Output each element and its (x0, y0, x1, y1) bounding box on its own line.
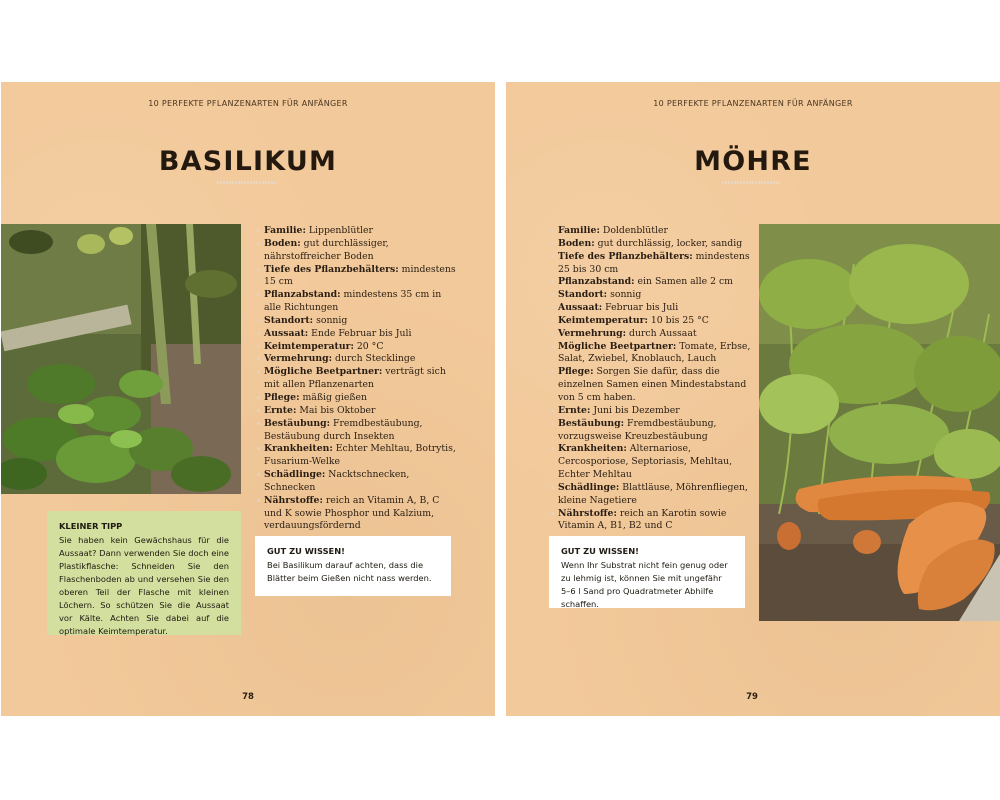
fact-label: Schädlinge: (558, 481, 620, 493)
fact-text: mindestens 35 cm in alle Richtungen (264, 289, 442, 314)
fact-label: Standort: (558, 289, 608, 301)
fact-label: Tiefe des Pflanzbehälters: (264, 263, 399, 275)
fact-label: Aussaat: (558, 302, 603, 314)
tip-text: Sie haben kein Gewächshaus für die Aussaat? Dann verwenden Sie doch eine Plastikflasche: Schneiden Sie den Flaschenboden ab und versehen Sie den oberen Teil der Flasche mit kleinen Löchern. So schützen Sie die Aussaat vor Kälte. Achten Sie dabei auf die optimale Keimtemperatur. (59, 535, 229, 636)
fact-item (257, 469, 457, 495)
fact-list (551, 225, 751, 533)
fact-item (257, 443, 457, 469)
fact-label: Krankheiten: (558, 443, 627, 455)
fact-text: Tomate, Erbse, Salat, Zwiebel, Knoblauch, Lauch (558, 340, 751, 365)
fact-label: Mögliche Beetpartner: (264, 366, 383, 378)
basil-photo (1, 224, 241, 494)
fact-item (257, 495, 457, 534)
fact-text: Juni bis Dezember (590, 404, 680, 416)
page-title: MÖHRE (694, 146, 812, 177)
fact-text: durch Stecklinge (332, 353, 416, 365)
fact-label: Familie: (264, 225, 306, 236)
fact-label: Pflanzabstand: (264, 289, 341, 301)
fact-item (257, 315, 457, 328)
fact-text: Februar bis Juli (602, 302, 679, 314)
fact-label: Pflege: (264, 391, 300, 403)
page-title: BASILIKUM (158, 146, 338, 177)
fact-label: Bestäubung: (264, 417, 331, 429)
fact-label: Nährstoffe: (558, 507, 617, 519)
running-head: 10 PERFEKTE PFLANZENARTEN FÜR ANFÄNGER (653, 99, 853, 108)
fact-text: Echter Mehltau, Botrytis, Fusarium-Welke (264, 443, 456, 468)
fact-label: Tiefe des Pflanzbehälters: (558, 250, 693, 262)
title-underline (722, 181, 780, 184)
fact-item (257, 289, 457, 315)
fact-text: Sorgen Sie dafür, dass die einzelnen Samen einen Mindestabstand von 5 cm haben. (558, 366, 747, 403)
fact-item (257, 366, 457, 392)
fact-text: Mai bis Oktober (296, 404, 376, 416)
fact-item (551, 366, 751, 405)
fact-text: verträgt sich mit allen Pflanzenarten (264, 366, 446, 391)
fact-text: gut durchlässiger, nährstoffreicher Boden (264, 237, 389, 262)
fact-text: sonnig (313, 314, 348, 326)
fact-item (257, 353, 457, 366)
fact-label: Vermehrung: (264, 353, 333, 365)
fact-text: mindestens 15 cm (264, 263, 456, 288)
fact-item (551, 302, 751, 315)
carrot-photo (759, 224, 1000, 621)
fact-item (551, 418, 751, 444)
info-heading: GUT ZU WISSEN! (267, 546, 345, 556)
fact-text: ein Samen alle 2 cm (634, 276, 733, 288)
fact-label: Ernte: (558, 404, 591, 416)
fact-text: Fremdbestäubung, Bestäubung durch Insekten (264, 417, 423, 442)
fact-text: reich an Vitamin A, B, C und K sowie Phosphor und Kalzium, verdauungsfördernd (264, 494, 440, 532)
fact-label: Bestäubung: (558, 417, 625, 429)
fact-label: Familie: (558, 225, 600, 236)
fact-item (257, 418, 457, 444)
fact-item (551, 251, 751, 277)
fact-text: mindestens 25 bis 30 cm (558, 250, 750, 275)
fact-text: durch Aussaat (626, 327, 697, 339)
info-box (255, 536, 451, 596)
tip-box (47, 511, 241, 635)
right-page (506, 82, 1000, 716)
fact-text: Lippenblütler (305, 225, 373, 236)
fact-text: Blattläuse, Möhrenfliegen, kleine Nagetiere (558, 481, 748, 506)
fact-text: 10 bis 25 °C (647, 314, 709, 326)
fact-text: gut durchlässig, locker, sandig (594, 237, 743, 249)
tip-heading: KLEINER TIPP (59, 521, 123, 531)
fact-text: sonnig (607, 289, 642, 301)
fact-text: reich an Karotin sowie Vitamin A, B1, B2 und C (558, 507, 727, 532)
fact-label: Keimtemperatur: (264, 340, 354, 352)
fact-label: Nährstoffe: (264, 494, 323, 506)
fact-label: Boden: (264, 237, 301, 249)
page-number: 79 (746, 692, 758, 702)
fact-label: Ernte: (264, 404, 297, 416)
fact-item (257, 341, 457, 354)
running-head: 10 PERFEKTE PFLANZENARTEN FÜR ANFÄNGER (148, 99, 348, 108)
fact-item (257, 238, 457, 264)
fact-list (257, 225, 457, 533)
fact-text: Doldenblütler (599, 225, 668, 236)
fact-item (551, 276, 751, 289)
fact-label: Schädlinge: (264, 469, 326, 481)
info-box (549, 536, 745, 608)
fact-item (257, 392, 457, 405)
fact-item (551, 443, 751, 482)
info-heading: GUT ZU WISSEN! (561, 546, 639, 556)
fact-item (551, 341, 751, 367)
fact-label: Pflege: (558, 366, 594, 378)
fact-text: Nacktschnecken, Schnecken (264, 469, 410, 493)
fact-text: mäßig gießen (299, 391, 368, 403)
fact-label: Pflanzabstand: (558, 276, 635, 288)
fact-item (551, 289, 751, 302)
fact-item (257, 328, 457, 341)
title-underline (217, 181, 277, 184)
info-text: Bei Basilikum darauf achten, dass die Blätter beim Gießen nicht nass werden. (267, 560, 432, 583)
fact-item (257, 405, 457, 418)
fact-label: Krankheiten: (264, 443, 333, 455)
fact-item (551, 238, 751, 251)
fact-label: Aussaat: (264, 327, 309, 339)
fact-item (257, 264, 457, 290)
fact-label: Mögliche Beetpartner: (558, 340, 677, 352)
page-number: 78 (242, 692, 254, 702)
fact-text: Fremdbestäubung, vorzugsweise Kreuzbestäubung (558, 417, 717, 442)
fact-text: Ende Februar bis Juli (308, 327, 412, 339)
fact-item (551, 405, 751, 418)
fact-text: 20 °C (353, 340, 384, 352)
fact-item (257, 225, 457, 238)
fact-item (551, 328, 751, 341)
left-page (1, 82, 495, 716)
fact-text: Alternariose, Cercosporiose, Septoriasis, Mehltau, Echter Mehltau (558, 443, 733, 481)
fact-item (551, 482, 751, 508)
fact-label: Vermehrung: (558, 327, 627, 339)
fact-label: Keimtemperatur: (558, 314, 648, 326)
fact-item (551, 315, 751, 328)
info-text: Wenn Ihr Substrat nicht fein genug oder zu lehmig ist, können Sie mit ungefähr 5–6 l Sand pro Quadratmeter Abhilfe schaffen. (561, 560, 728, 609)
fact-item (551, 225, 751, 238)
fact-label: Boden: (558, 237, 595, 249)
fact-item (551, 508, 751, 534)
fact-label: Standort: (264, 314, 314, 326)
